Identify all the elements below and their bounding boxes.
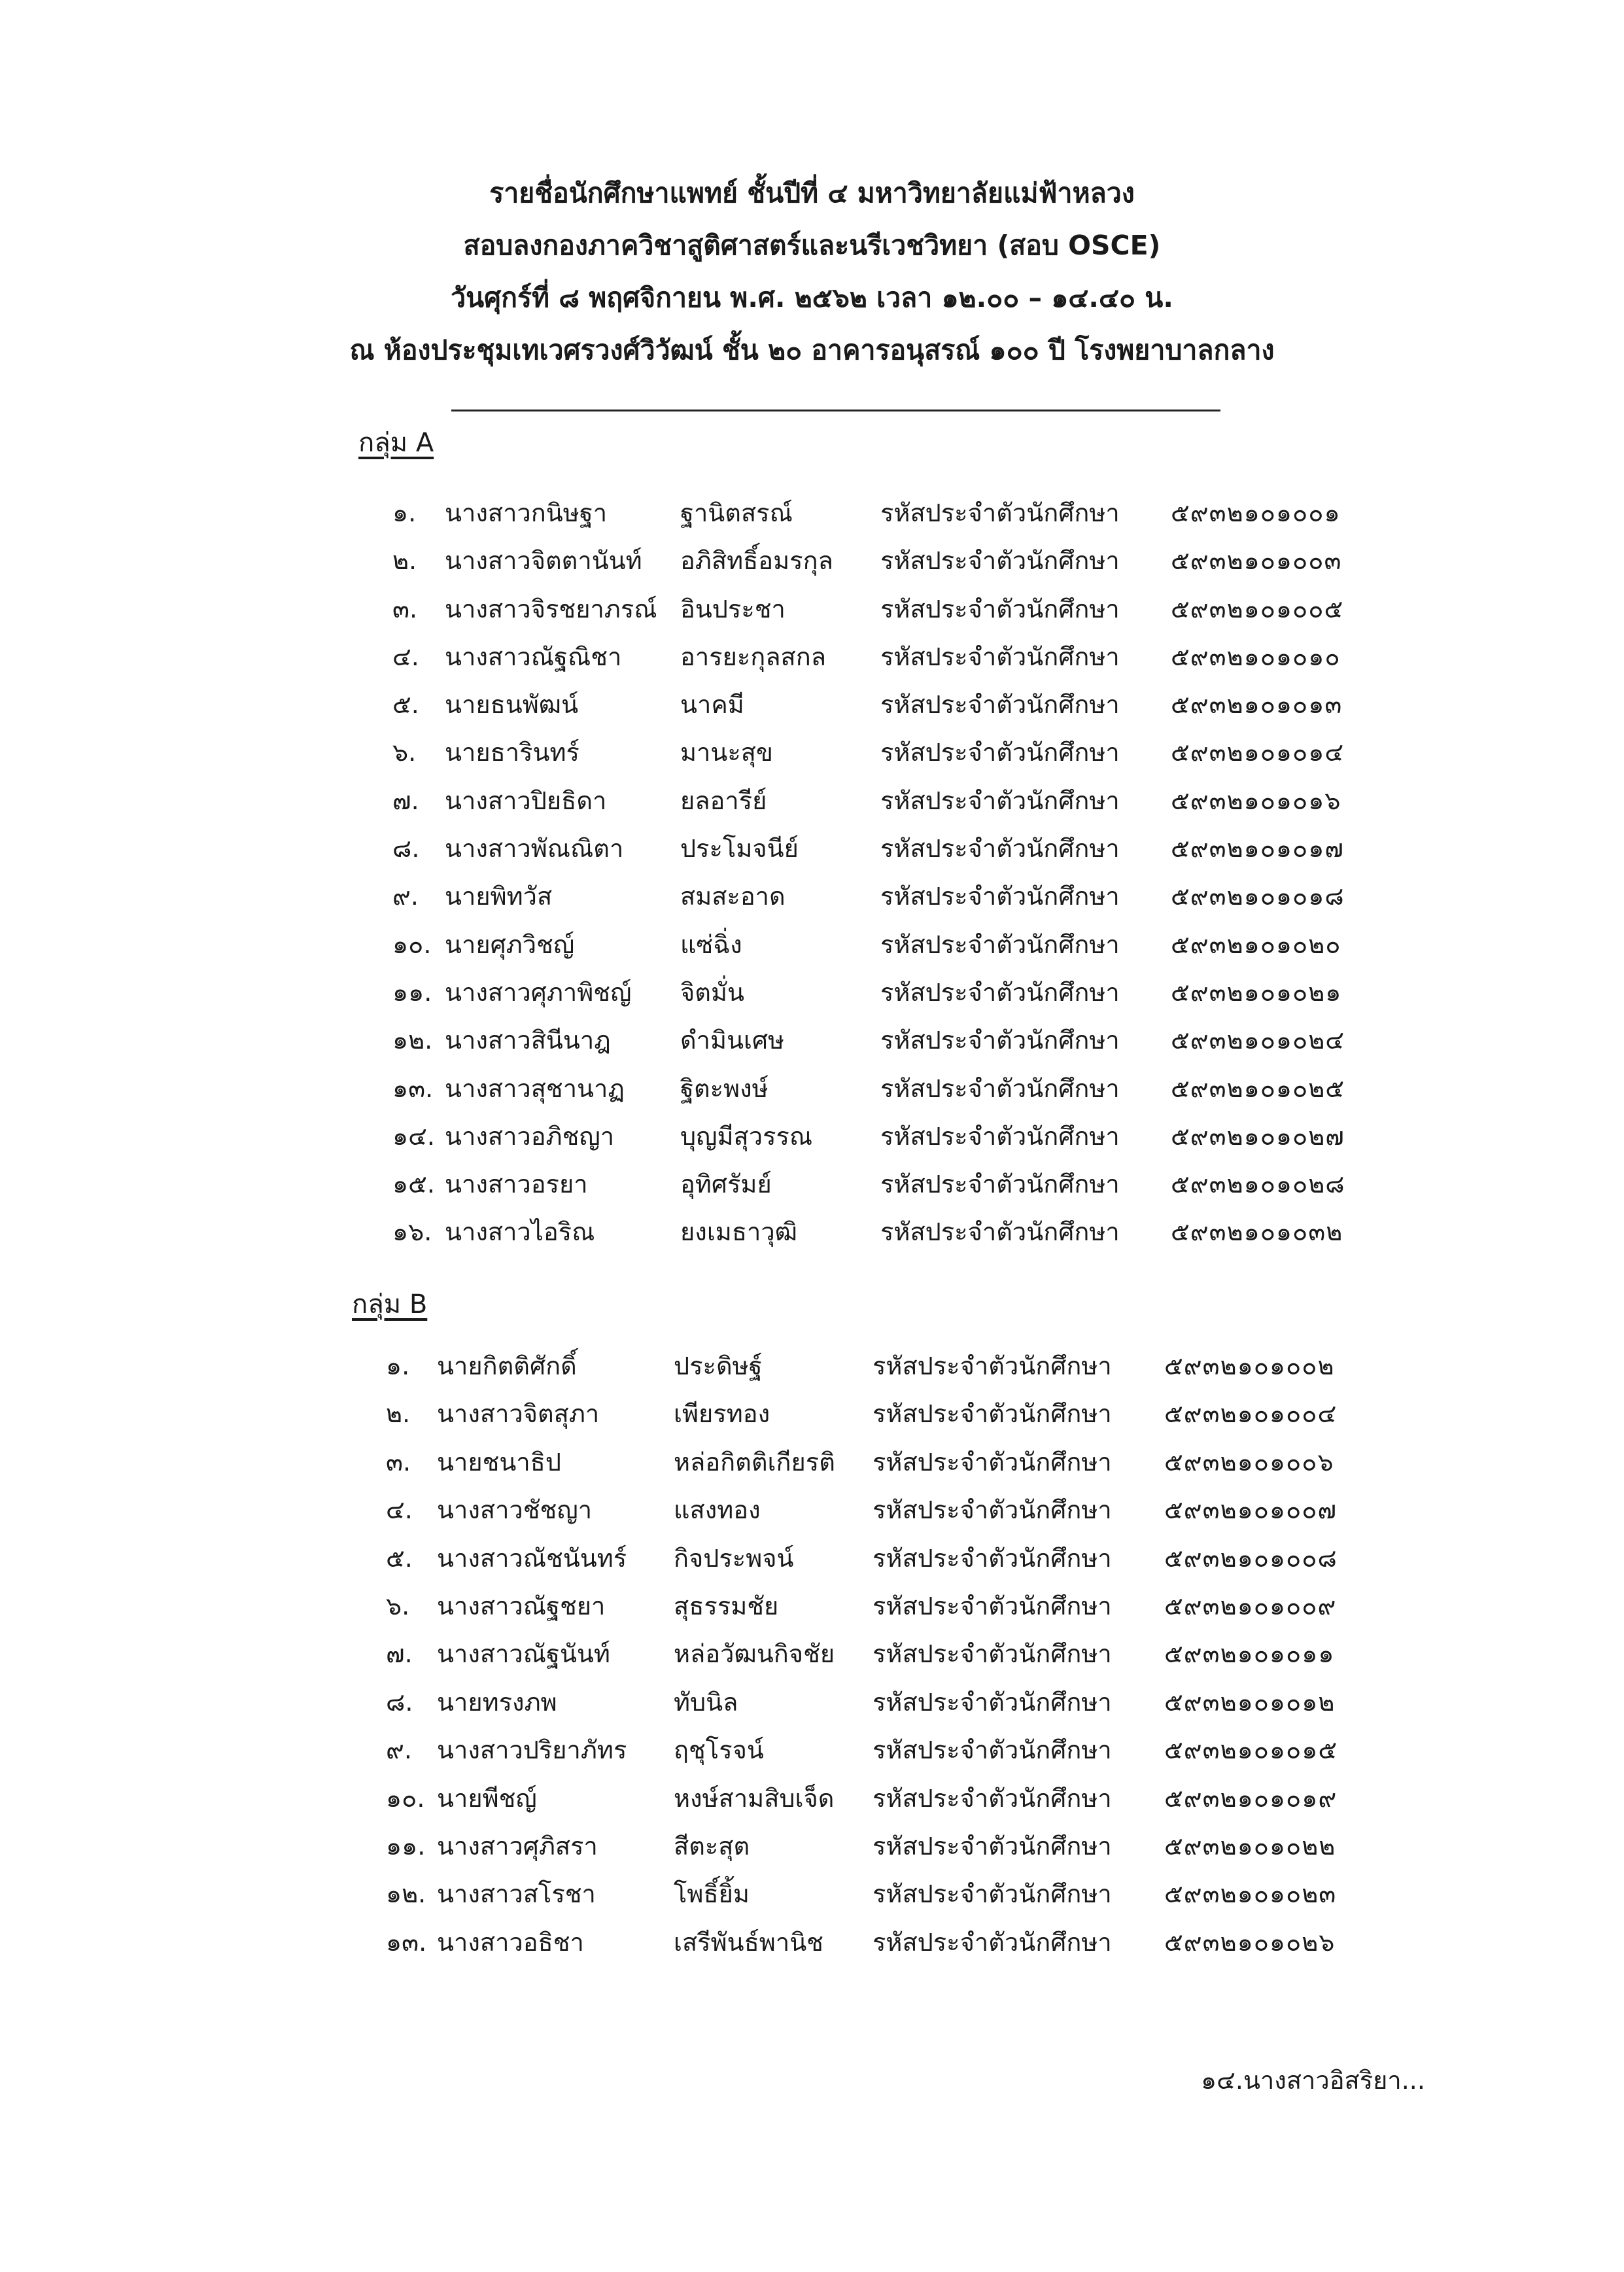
student-id-value: ๕๙๓๒๑๐๑๐๐๗: [1164, 1495, 1338, 1525]
student-id-value: ๕๙๓๒๑๐๑๐๒๗: [1171, 1121, 1345, 1151]
student-first-name: นางสาวศุภาพิชญ์: [445, 977, 632, 1007]
student-first-name: นางสาวอธิชา: [437, 1927, 584, 1957]
student-id-label: รหัสประจำตัวนักศึกษา: [872, 1736, 1112, 1765]
header-subtitle: สอบลงกองภาควิชาสูติศาสตร์และนรีเวชวิทยา (สอบ OSCE): [463, 230, 1161, 261]
student-id-label: รหัสประจำตัวนักศึกษา: [880, 546, 1120, 576]
item-number: ๑๖.: [392, 1217, 432, 1247]
student-first-name: นางสาวอภิชญา: [445, 1121, 615, 1151]
list-item: [0, 921, 1624, 969]
item-number: ๒.: [386, 1399, 411, 1429]
item-number: ๑๓.: [392, 1074, 434, 1103]
student-id-value: ๕๙๓๒๑๐๑๐๑๑: [1164, 1639, 1335, 1669]
student-id-value: ๕๙๓๒๑๐๑๐๒๕: [1171, 1074, 1345, 1103]
student-last-name: เพียรทอง: [674, 1399, 770, 1429]
student-id-value: ๕๙๓๒๑๐๑๐๐๔: [1164, 1399, 1338, 1429]
item-number: ๑๔.: [392, 1121, 435, 1151]
list-item: [0, 969, 1624, 1017]
student-first-name: นายศุภวิชญ์: [445, 930, 575, 959]
list-item: [0, 1113, 1624, 1161]
student-id-label: รหัสประจำตัวนักศึกษา: [872, 1927, 1112, 1957]
item-number: ๑๒.: [386, 1879, 426, 1909]
student-first-name: นางสาวไอริณ: [445, 1217, 595, 1247]
student-id-label: รหัสประจำตัวนักศึกษา: [872, 1399, 1112, 1429]
item-number: ๙.: [386, 1736, 412, 1765]
student-first-name: นางสาวสโรชา: [437, 1879, 596, 1909]
item-number: ๑๑.: [392, 977, 432, 1007]
student-id-label: รหัสประจำตัวนักศึกษา: [880, 834, 1120, 864]
student-last-name: สุธรรมชัย: [674, 1591, 779, 1620]
student-id-label: รหัสประจำตัวนักศึกษา: [872, 1831, 1112, 1861]
list-item: [0, 1017, 1624, 1064]
item-number: ๗.: [386, 1639, 413, 1669]
student-id-value: ๕๙๓๒๑๐๑๐๒๘: [1171, 1170, 1345, 1199]
student-id-label: รหัสประจำตัวนักศึกษา: [880, 1074, 1120, 1103]
student-first-name: นางสาวศุภิสรา: [437, 1831, 598, 1861]
student-first-name: นางสาวจิตสุภา: [437, 1399, 600, 1429]
list-item: [0, 1630, 1624, 1678]
student-last-name: ประดิษฐ์: [674, 1352, 763, 1380]
student-id-value: ๕๙๓๒๑๐๑๐๑๖: [1171, 786, 1341, 815]
student-last-name: อภิสิทธิ์อมรกุล: [680, 546, 833, 576]
student-id-value: ๕๙๓๒๑๐๑๐๐๕: [1171, 594, 1344, 623]
student-first-name: นายกิตติศักดิ์: [437, 1352, 577, 1380]
item-number: ๑๒.: [392, 1026, 433, 1055]
student-first-name: นางสาวกนิษฐา: [445, 498, 608, 527]
student-id-label: รหัสประจำตัวนักศึกษา: [872, 1783, 1112, 1813]
student-first-name: นางสาวณัฐชยา: [437, 1591, 606, 1620]
list-item: [0, 585, 1624, 633]
student-first-name: นายพิทวัส: [445, 882, 553, 911]
student-last-name: ฤชุโรจน์: [674, 1736, 764, 1765]
student-first-name: นางสาวจิตตานันท์: [445, 546, 642, 576]
student-id-value: ๕๙๓๒๑๐๑๐๑๒: [1164, 1687, 1336, 1717]
list-item: [0, 873, 1624, 920]
student-id-value: ๕๙๓๒๑๐๑๐๒๔: [1171, 1026, 1345, 1055]
student-first-name: นางสาวปริยาภัทร: [437, 1736, 627, 1765]
list-item: [0, 489, 1624, 537]
student-last-name: กิจประพจน์: [674, 1543, 794, 1573]
student-last-name: สมสะอาด: [680, 882, 786, 911]
student-last-name: เสรีพันธ์พานิช: [674, 1927, 823, 1957]
student-id-label: รหัสประจำตัวนักศึกษา: [872, 1879, 1112, 1909]
student-id-value: ๕๙๓๒๑๐๑๐๑๐: [1171, 642, 1341, 671]
student-last-name: อารยะกุลสกล: [680, 642, 827, 671]
student-id-value: ๕๙๓๒๑๐๑๐๐๑: [1171, 498, 1341, 527]
student-first-name: นางสาวณัฐณิชา: [445, 642, 622, 671]
student-last-name: ฐิตะพงษ์: [680, 1074, 769, 1103]
list-item: [0, 1870, 1624, 1918]
group-a-list: [0, 489, 1624, 1257]
group-b-list: [0, 1342, 1624, 1966]
student-last-name: ฐานิตสรณ์: [680, 498, 793, 527]
student-last-name: ยงเมธาวุฒิ: [680, 1217, 798, 1247]
student-id-label: รหัสประจำตัวนักศึกษา: [880, 1170, 1120, 1199]
student-id-label: รหัสประจำตัวนักศึกษา: [880, 930, 1120, 959]
student-id-label: รหัสประจำตัวนักศึกษา: [872, 1495, 1112, 1525]
student-id-value: ๕๙๓๒๑๐๑๐๐๓: [1171, 546, 1342, 576]
list-item: [0, 1065, 1624, 1113]
student-id-value: ๕๙๓๒๑๐๑๐๐๙: [1164, 1591, 1337, 1620]
student-id-label: รหัสประจำตัวนักศึกษา: [880, 977, 1120, 1007]
student-id-label: รหัสประจำตัวนักศึกษา: [880, 690, 1120, 720]
student-first-name: นางสาวณัฐนันท์: [437, 1639, 610, 1669]
student-id-value: ๕๙๓๒๑๐๑๐๑๕: [1164, 1736, 1338, 1765]
student-id-label: รหัสประจำตัวนักศึกษา: [872, 1687, 1112, 1717]
student-last-name: ดำมินเศษ: [680, 1026, 785, 1055]
continuation-note: ๑๔.นางสาวอิสริยา...: [1201, 2066, 1425, 2095]
student-last-name: ยลอารีย์: [680, 786, 767, 815]
list-item: [0, 1823, 1624, 1870]
student-id-value: ๕๙๓๒๑๐๑๐๑๘: [1171, 882, 1345, 911]
student-last-name: ทับนิล: [674, 1687, 738, 1717]
student-id-label: รหัสประจำตัวนักศึกษา: [872, 1352, 1112, 1380]
student-id-label: รหัสประจำตัวนักศึกษา: [880, 594, 1120, 623]
student-id-label: รหัสประจำตัวนักศึกษา: [880, 738, 1120, 767]
item-number: ๘.: [392, 834, 420, 864]
student-last-name: นาคมี: [680, 690, 744, 720]
student-id-label: รหัสประจำตัวนักศึกษา: [872, 1543, 1112, 1573]
student-id-label: รหัสประจำตัวนักศึกษา: [880, 1121, 1120, 1151]
header-divider: [451, 410, 1220, 411]
student-id-value: ๕๙๓๒๑๐๑๐๒๒: [1164, 1831, 1336, 1861]
student-first-name: นางสาวปิยธิดา: [445, 786, 607, 815]
item-number: ๓.: [386, 1447, 411, 1477]
student-id-value: ๕๙๓๒๑๐๑๐๑๗: [1171, 834, 1344, 864]
item-number: ๑๐.: [392, 930, 432, 959]
student-last-name: แสงทอง: [674, 1495, 761, 1525]
header-location: ณ ห้องประชุมเทเวศรวงศ์วิวัฒน์ ชั้น ๒๐ อาคารอนุสรณ์ ๑๐๐ ปี โรงพยาบาลกลาง: [349, 334, 1275, 366]
student-last-name: สีตะสุต: [674, 1831, 750, 1861]
student-id-value: ๕๙๓๒๑๐๑๐๑๙: [1164, 1783, 1338, 1813]
item-number: ๑๓.: [386, 1927, 427, 1957]
student-id-label: รหัสประจำตัวนักศึกษา: [880, 882, 1120, 911]
student-first-name: นางสาวจิรชยาภรณ์: [445, 594, 657, 623]
student-id-value: ๕๙๓๒๑๐๑๐๒๖: [1164, 1927, 1336, 1957]
list-item: [0, 1208, 1624, 1256]
student-id-value: ๕๙๓๒๑๐๑๐๒๑: [1171, 977, 1342, 1007]
student-id-label: รหัสประจำตัวนักศึกษา: [872, 1447, 1112, 1477]
student-first-name: นางสาวพัณณิตา: [445, 834, 624, 864]
item-number: ๑๑.: [386, 1831, 426, 1861]
student-id-label: รหัสประจำตัวนักศึกษา: [880, 1217, 1120, 1247]
header-title: รายชื่อนักศึกษาแพทย์ ชั้นปีที่ ๔ มหาวิทยาลัยแม่ฟ้าหลวง: [489, 177, 1135, 209]
list-item: [0, 777, 1624, 825]
list-item: [0, 1919, 1624, 1966]
list-item: [0, 825, 1624, 873]
student-first-name: นางสาวชัชญา: [437, 1495, 593, 1525]
student-first-name: นายทรงภพ: [437, 1687, 557, 1717]
list-item: [0, 1486, 1624, 1534]
student-first-name: นางสาวสุชานาฏ: [445, 1074, 625, 1103]
item-number: ๑.: [386, 1352, 410, 1380]
student-id-value: ๕๙๓๒๑๐๑๐๒๓: [1164, 1879, 1337, 1909]
list-item: [0, 681, 1624, 729]
list-item: [0, 537, 1624, 585]
item-number: ๖.: [392, 738, 417, 767]
item-number: ๑๕.: [392, 1170, 435, 1199]
item-number: ๕.: [392, 690, 419, 720]
student-last-name: จิตมั่น: [680, 977, 744, 1007]
list-item: [0, 1679, 1624, 1726]
student-last-name: หงษ์สามสิบเจ็ด: [674, 1783, 835, 1813]
header-datetime: วันศุกร์ที่ ๘ พฤศจิกายน พ.ศ. ๒๕๖๒ เวลา ๑๒.๐๐ – ๑๔.๔๐ น.: [451, 282, 1173, 313]
student-last-name: แซ่ฉิ่ง: [680, 930, 742, 959]
student-last-name: มานะสุข: [680, 738, 773, 767]
list-item: [0, 1535, 1624, 1582]
student-first-name: นายพีชญ์: [437, 1783, 537, 1813]
item-number: ๓.: [392, 594, 418, 623]
student-id-label: รหัสประจำตัวนักศึกษา: [880, 1026, 1120, 1055]
list-item: [0, 1775, 1624, 1823]
student-last-name: อุทิศรัมย์: [680, 1170, 772, 1199]
list-item: [0, 1726, 1624, 1774]
list-item: [0, 633, 1624, 681]
student-first-name: นายชนาธิป: [437, 1447, 561, 1477]
document-header: [0, 167, 1624, 376]
list-item: [0, 1342, 1624, 1390]
student-first-name: นางสาวสินีนาฎ: [445, 1026, 611, 1055]
student-last-name: บุญมีสุวรรณ: [680, 1121, 813, 1151]
item-number: ๒.: [392, 546, 417, 576]
student-id-value: ๕๙๓๒๑๐๑๐๓๒: [1171, 1217, 1343, 1247]
item-number: ๘.: [386, 1687, 413, 1717]
student-id-label: รหัสประจำตัวนักศึกษา: [880, 642, 1120, 671]
student-id-value: ๕๙๓๒๑๐๑๐๑๓: [1171, 690, 1343, 720]
student-id-value: ๕๙๓๒๑๐๑๐๑๔: [1171, 738, 1345, 767]
student-id-value: ๕๙๓๒๑๐๑๐๐๖: [1164, 1447, 1334, 1477]
student-first-name: นายธารินทร์: [445, 738, 579, 767]
item-number: ๔.: [392, 642, 419, 671]
item-number: ๗.: [392, 786, 419, 815]
student-first-name: นางสาวณัชนันทร์: [437, 1543, 627, 1573]
student-last-name: ประโมจนีย์: [680, 834, 799, 864]
item-number: ๑๐.: [386, 1783, 425, 1813]
student-last-name: หล่อวัฒนกิจชัย: [674, 1639, 835, 1669]
item-number: ๙.: [392, 882, 419, 911]
list-item: [0, 1390, 1624, 1438]
group-b-title: กลุ่ม B: [352, 1289, 428, 1320]
student-id-value: ๕๙๓๒๑๐๑๐๒๐: [1171, 930, 1341, 959]
student-first-name: นายธนพัฒน์: [445, 690, 579, 720]
student-id-label: รหัสประจำตัวนักศึกษา: [880, 498, 1120, 527]
student-last-name: โพธิ์ยิ้ม: [674, 1879, 750, 1909]
item-number: ๕.: [386, 1543, 413, 1573]
student-last-name: หล่อกิตติเกียรติ: [674, 1447, 835, 1477]
list-item: [0, 729, 1624, 777]
student-id-value: ๕๙๓๒๑๐๑๐๐๘: [1164, 1543, 1338, 1573]
student-last-name: อินประชา: [680, 594, 786, 623]
student-id-label: รหัสประจำตัวนักศึกษา: [872, 1591, 1112, 1620]
student-first-name: นางสาวอรยา: [445, 1170, 588, 1199]
item-number: ๔.: [386, 1495, 413, 1525]
item-number: ๖.: [386, 1591, 410, 1620]
student-id-value: ๕๙๓๒๑๐๑๐๐๒: [1164, 1352, 1335, 1380]
student-id-label: รหัสประจำตัวนักศึกษา: [872, 1639, 1112, 1669]
list-item: [0, 1439, 1624, 1486]
item-number: ๑.: [392, 498, 417, 527]
group-a-title: กลุ่ม A: [358, 428, 434, 458]
list-item: [0, 1161, 1624, 1208]
student-id-label: รหัสประจำตัวนักศึกษา: [880, 786, 1120, 815]
list-item: [0, 1582, 1624, 1630]
